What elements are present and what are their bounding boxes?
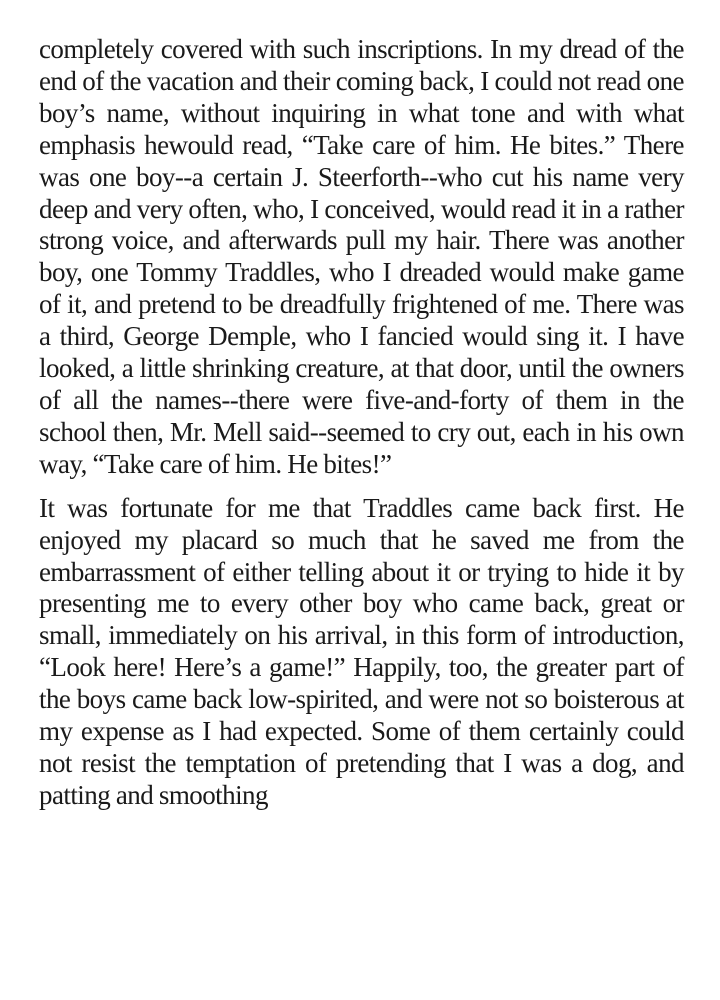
paragraph-1: completely covered with such inscriptions. In my dread of the end of the vacation and their coming back, I could not read one boy’s name, without inquiring in what tone and with what emphasis hewould read, “Take care of him. He bites.” There was one boy--a certain J. Steerforth--who cut his name very deep and very often, who, I conceived, would read it in a rather strong voice, and afterwards pull my hair. There was another boy, one Tommy Traddles, who I dreaded would make game of it, and pretend to be dreadfully frightened of me. There was a third, George Demple, who I fancied would sing it. I have looked, a little shrinking creature, at that door, until the owners of all the names--there were five-and-forty of them in the school then, Mr. Mell said--seemed to cry out, each in his own way, “Take care of him. He bites!”: [39, 34, 684, 479]
paragraph-2: It was fortunate for me that Traddles came back first. He enjoyed my placard so much that he saved me from the embarrassment of either telling about it or trying to hide it by presenting me to every other boy who came back, great or small, immediately on his arrival, in this form of introduction, “Look here! Here’s a game!” Happily, too, the greater part of the boys came back low-spirited, and were not so boisterous at my expense as I had expected. Some of them certainly could not resist the temptation of pretending that I was a dog, and patting and smoothing: [39, 492, 684, 810]
